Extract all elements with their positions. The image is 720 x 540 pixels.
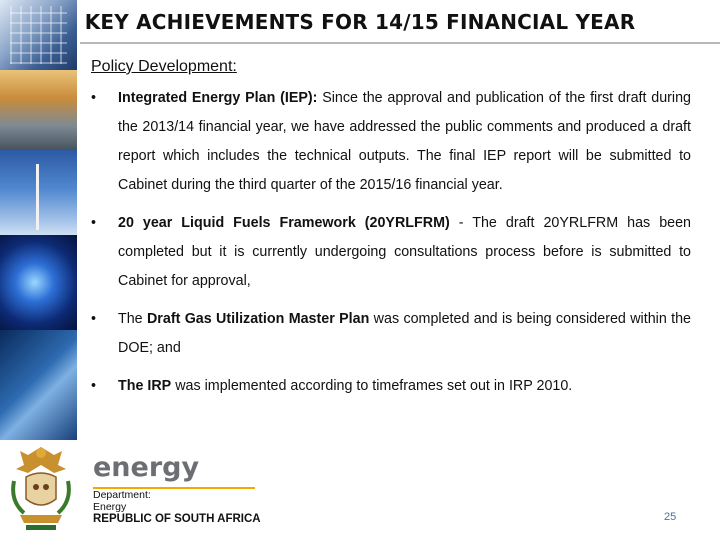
section-heading-colon: :	[232, 58, 237, 75]
bullet-text: was completed and is being considered within the DOE; and	[118, 311, 691, 356]
section-heading	[91, 58, 691, 76]
bullet-dot: •	[91, 311, 97, 327]
bullet-dot: •	[91, 90, 97, 106]
bullet-text: was implemented according to timeframes set out in IRP 2010.	[171, 378, 573, 394]
bullet-bold-text: The IRP	[118, 378, 172, 394]
list-item	[91, 372, 691, 401]
department-line-1: Department:	[93, 489, 151, 501]
bullet-text: Since the approval and publication of the first draft during the 2013/14 financial year, we have addressed the public comments and produced a draft report which includes the technical outputs. The final IEP report will be submitted to Cabinet during the third quarter of the 2015/16 financial year.	[118, 90, 692, 193]
bullet-dot: •	[91, 378, 97, 394]
list-item	[91, 209, 691, 296]
list-item	[91, 305, 691, 363]
title-divider	[80, 42, 720, 44]
coat-of-arms-icon	[6, 441, 76, 535]
list-item	[91, 84, 691, 200]
gas-flame-photo	[0, 235, 77, 330]
bullet-bold-text: Draft Gas Utilization Master Plan	[146, 311, 370, 327]
country-name: REPUBLIC OF SOUTH AFRICA	[93, 513, 261, 525]
pipeline-photo	[0, 70, 77, 150]
wind-turbine-photo	[0, 150, 77, 235]
brand-logo-text: energy	[93, 452, 200, 483]
achievement-list	[91, 84, 691, 401]
slide-content	[91, 58, 691, 403]
page-number: 25	[664, 511, 677, 523]
bullet-pre-text: The	[118, 311, 147, 327]
section-heading-text: Policy Development	[91, 58, 233, 75]
bullet-dot: •	[91, 215, 97, 231]
department-line-2: Energy	[93, 501, 127, 513]
bullet-text: - The draft 20YRLFRM has been completed but it is currently undergoing consultations process before is submitted to Cabinet for approval,	[118, 215, 691, 289]
bullet-bold-text: Integrated Energy Plan (IEP):	[118, 90, 318, 106]
department-name	[93, 489, 151, 513]
fluorescent-bulb-photo	[0, 330, 77, 440]
decorative-photo-strip	[0, 0, 77, 440]
bullet-bold-text: 20 year Liquid Fuels Framework (20YRLFRM)	[118, 215, 450, 231]
slide-title: KEY ACHIEVEMENTS FOR 14/15 FINANCIAL YEAR	[84, 10, 636, 34]
